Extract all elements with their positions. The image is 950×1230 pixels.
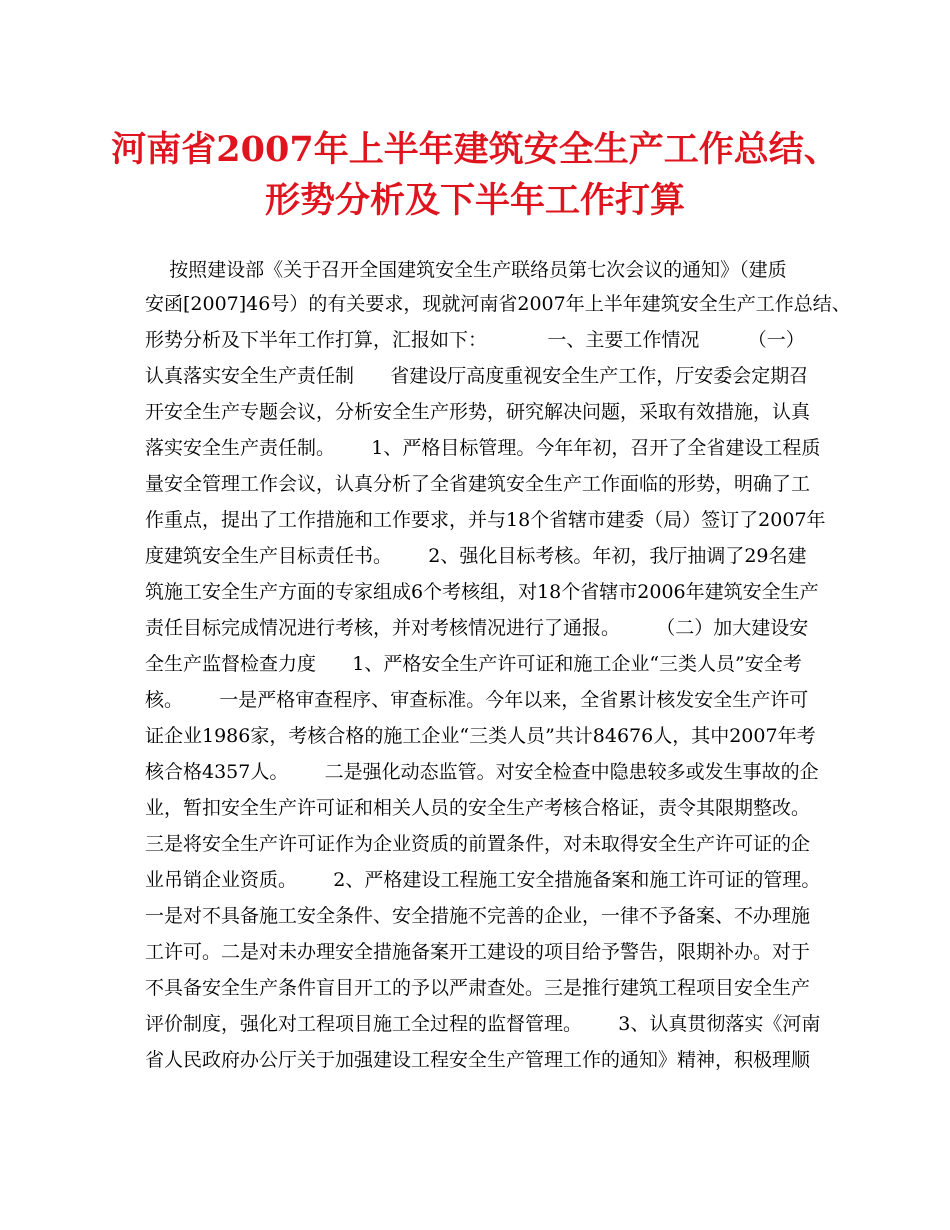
- body-line: 一是对不具备施工安全条件、安全措施不完善的企业，一律不予备案、不办理施: [145, 905, 811, 927]
- body-line: 核。 一是严格审查程序、审查标准。今年以来，全省累计核发安全生产许可: [145, 689, 809, 711]
- document-title-line-1: 河南省2007年上半年建筑安全生产工作总结、: [111, 129, 839, 170]
- body-line: 安函[2007]46号）的有关要求，现就河南省2007年上半年建筑安全生产工作总结、: [145, 293, 851, 315]
- body-line: 责任目标完成情况进行考核，并对考核情况进行了通报。 （二）加大建设安: [145, 617, 809, 639]
- body-line: 省人民政府办公厅关于加强建设工程安全生产管理工作的通知》精神，积极理顺: [145, 1049, 811, 1071]
- body-line: 量安全管理工作会议，认真分析了全省建筑安全生产工作面临的形势，明确了工: [145, 473, 811, 495]
- body-line: 筑施工安全生产方面的专家组成6个考核组，对18个省辖市2006年建筑安全生产: [145, 581, 819, 603]
- document-title-line-2: 形势分析及下半年工作打算: [264, 180, 685, 221]
- body-line: 作重点，提出了工作措施和工作要求，并与18个省辖市建委（局）签订了2007年: [145, 509, 826, 531]
- body-line: 按照建设部《关于召开全国建筑安全生产联络员第七次会议的通知》（建质: [145, 259, 787, 281]
- body-line: 核合格4357人。 二是强化动态监管。对安全检查中隐患较多或发生事故的企: [145, 761, 819, 783]
- body-line: 评价制度，强化对工程项目施工全过程的监督管理。 3、认真贯彻落实《河南: [145, 1013, 821, 1035]
- body-line: 开安全生产专题会议，分析安全生产形势，研究解决问题，采取有效措施，认真: [145, 401, 811, 423]
- body-line: 业吊销企业资质。 2、严格建设工程施工安全措施备案和施工许可证的管理。: [145, 869, 821, 891]
- body-line: 落实安全生产责任制。 1、严格目标管理。今年年初，召开了全省建设工程质: [145, 437, 821, 459]
- body-line: 三是将安全生产许可证作为企业资质的前置条件，对未取得安全生产许可证的企: [145, 833, 811, 855]
- body-line: 证企业1986家，考核合格的施工企业“三类人员”共计84676人，其中2007年考: [145, 725, 816, 747]
- body-line: 工许可。二是对未办理安全措施备案开工建设的项目给予警告，限期补办。对于: [145, 941, 811, 963]
- body-line: 不具备安全生产条件盲目开工的予以严肃查处。三是推行建筑工程项目安全生产: [145, 977, 811, 999]
- body-line: 全生产监督检查力度 1、严格安全生产许可证和施工企业“三类人员”安全考: [145, 653, 802, 675]
- body-line: 度建筑安全生产目标责任书。 2、强化目标考核。年初，我厅抽调了29名建: [145, 545, 807, 567]
- body-line: 形势分析及下半年工作打算，汇报如下： 一、主要工作情况 （一）: [145, 329, 805, 351]
- body-line: 业，暂扣安全生产许可证和相关人员的安全生产考核合格证，责令其限期整改。: [145, 797, 811, 819]
- body-line: 认真落实安全生产责任制 省建设厅高度重视安全生产工作，厅安委会定期召: [145, 365, 809, 387]
